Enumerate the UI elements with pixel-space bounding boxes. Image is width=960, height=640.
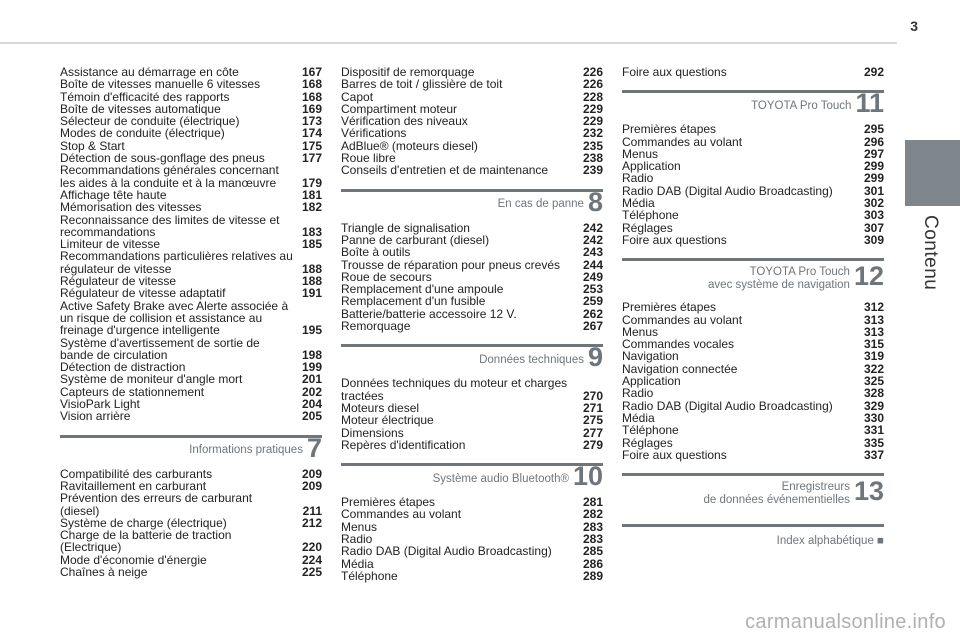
toc-entry-page: 174 xyxy=(301,126,322,141)
toc-column-2 xyxy=(341,66,603,582)
toc-entry-page: 299 xyxy=(863,171,884,186)
toc-entry-title: Application xyxy=(622,159,681,174)
toc-entry-page: 281 xyxy=(582,495,603,510)
toc-entry-title: Moteur électrique xyxy=(341,413,434,428)
section-title-line-2: avec système de navigation xyxy=(708,279,850,292)
toc-entry-page: 302 xyxy=(863,196,884,211)
toc-entry-page: 191 xyxy=(301,286,322,301)
section-title-line-2: de données événementielles xyxy=(703,494,850,507)
toc-list xyxy=(60,66,322,423)
section-heading-11 xyxy=(622,90,884,119)
toc-entry-title: Menus xyxy=(622,324,659,339)
toc-entry-title: Radio DAB (Digital Audio Broadcasting) xyxy=(341,544,552,559)
toc-entry-title: AdBlue® (moteurs diesel) xyxy=(341,138,478,153)
toc-entry[interactable] xyxy=(622,136,884,148)
toc-entry-page: 325 xyxy=(863,374,884,389)
toc-entry[interactable] xyxy=(341,427,603,439)
toc-entry[interactable] xyxy=(60,492,322,517)
toc-entry-page: 181 xyxy=(301,187,322,202)
toc-entry-title: VisioPark Light xyxy=(60,397,140,412)
toc-entry-page: 259 xyxy=(582,294,603,309)
toc-entry-title: Menus xyxy=(341,519,378,534)
toc-entry-title: Boîte de vitesses manuelle 6 vitesses xyxy=(60,77,261,92)
toc-entry-page: 289 xyxy=(582,568,603,583)
toc-entry-title: Système de charge (électrique) xyxy=(60,515,227,530)
toc-entry-page: 244 xyxy=(582,257,603,272)
toc-entry-title: Média xyxy=(341,556,374,571)
toc-entry[interactable] xyxy=(622,424,884,436)
section-tab-marker xyxy=(905,140,960,206)
toc-entry-page: 295 xyxy=(863,122,884,137)
toc-list xyxy=(341,496,603,582)
toc-entry[interactable] xyxy=(341,439,603,451)
side-tab-label xyxy=(905,215,960,315)
toc-entry-title: Remplacement d'un fusible xyxy=(341,294,486,309)
toc-entry-title: Conseils d'entretien et de maintenance xyxy=(341,163,549,178)
toc-entry-title: Dispositif de remorquage xyxy=(341,65,475,79)
toc-entry[interactable] xyxy=(341,246,603,258)
section-heading-10 xyxy=(341,463,603,492)
toc-entry[interactable] xyxy=(622,66,884,78)
toc-entry-page: 198 xyxy=(301,347,322,362)
watermark: carmanualsonline.info xyxy=(745,611,946,633)
toc-entry-title: Remorquage xyxy=(341,319,411,334)
toc-entry-page: 253 xyxy=(582,282,603,297)
toc-entry[interactable] xyxy=(341,570,603,582)
toc-entry-title: Compatibilité des carburants xyxy=(60,466,213,481)
index-link[interactable] xyxy=(622,524,884,547)
toc-entry-title: Navigation xyxy=(622,349,679,364)
toc-entry[interactable] xyxy=(622,172,884,184)
toc-entry-title: Mode d'économie d'énergie xyxy=(60,552,207,567)
toc-entry[interactable] xyxy=(341,259,603,271)
toc-entry-page: 199 xyxy=(301,360,322,375)
toc-entry-title: Foire aux questions xyxy=(622,65,727,79)
section-heading-13 xyxy=(622,473,884,512)
toc-entry-page: 267 xyxy=(582,319,603,334)
toc-entry[interactable] xyxy=(622,449,884,461)
toc-entry-title: Affichage tête haute xyxy=(60,187,167,202)
toc-entry-title: Capteurs de stationnement xyxy=(60,384,205,399)
toc-entry-page: 275 xyxy=(582,413,603,428)
toc-entry[interactable] xyxy=(60,410,322,422)
toc-entry-page: 229 xyxy=(582,101,603,116)
toc-entry-title: Roue de secours xyxy=(341,269,432,284)
toc-entry[interactable] xyxy=(341,414,603,426)
toc-entry-page: 226 xyxy=(582,65,603,79)
toc-entry-page: 209 xyxy=(301,478,322,493)
toc-entry-page: 182 xyxy=(301,200,322,215)
toc-entry-title: Barres de toit / glissière de toit xyxy=(341,77,503,92)
toc-entry-page: 285 xyxy=(582,544,603,559)
toc-entry[interactable] xyxy=(622,314,884,326)
toc-entry-title: Prévention des erreurs de carburant (diesel) xyxy=(60,491,253,518)
toc-entry-title: Foire aux questions xyxy=(622,447,727,462)
toc-entry-page: 283 xyxy=(582,532,603,547)
toc-entry-page: 322 xyxy=(863,361,884,376)
toc-entry[interactable] xyxy=(60,78,322,90)
toc-entry-page: 226 xyxy=(582,77,603,92)
toc-entry[interactable] xyxy=(60,127,322,139)
toc-entry-title: Boîte à outils xyxy=(341,245,411,260)
toc-entry[interactable] xyxy=(60,214,322,239)
toc-entry-title: Premières étapes xyxy=(341,495,436,510)
toc-entry-title: Régulateur de vitesse adaptatif xyxy=(60,286,226,301)
toc-entry-page: 188 xyxy=(301,261,322,276)
toc-entry[interactable] xyxy=(341,545,603,557)
section-heading-12 xyxy=(622,258,884,297)
toc-entry-title: Média xyxy=(622,196,655,211)
toc-entry[interactable] xyxy=(341,295,603,307)
toc-entry[interactable] xyxy=(622,234,884,246)
toc-list xyxy=(341,222,603,333)
toc-entry[interactable] xyxy=(622,400,884,412)
square-icon: ■ xyxy=(877,535,884,548)
toc-entry[interactable] xyxy=(60,373,322,385)
section-number: 8 xyxy=(587,186,603,217)
toc-entry-page: 201 xyxy=(301,372,322,387)
toc-entry-title: Foire aux questions xyxy=(622,232,727,247)
toc-entry-title: Trousse de réparation pour pneus crevés xyxy=(341,257,561,272)
toc-entry-page: 286 xyxy=(582,556,603,571)
toc-entry-title: Vérification des niveaux xyxy=(341,114,468,129)
toc-entry[interactable] xyxy=(60,287,322,299)
toc-entry[interactable] xyxy=(622,387,884,399)
toc-entry-page: 337 xyxy=(863,447,884,462)
section-title xyxy=(708,266,854,292)
toc-entry-title: Dimensions xyxy=(341,425,404,440)
index-label: Index alphabétique xyxy=(776,535,874,548)
toc-entry-page: 301 xyxy=(863,183,884,198)
section-heading-8 xyxy=(341,186,603,218)
section-number: 12 xyxy=(853,261,884,292)
toc-list xyxy=(341,66,603,177)
toc-entry-title: Détection de distraction xyxy=(60,360,186,375)
toc-entry-title: Commandes au volant xyxy=(341,507,462,522)
toc-entry[interactable] xyxy=(622,123,884,135)
section-number: 10 xyxy=(572,461,603,492)
toc-entry-page: 188 xyxy=(301,274,322,289)
toc-list xyxy=(622,123,884,246)
toc-entry-page: 242 xyxy=(582,220,603,235)
section-number: 7 xyxy=(306,432,322,463)
toc-entry-page: 249 xyxy=(582,269,603,284)
toc-entry[interactable] xyxy=(622,301,884,313)
toc-entry[interactable] xyxy=(341,78,603,90)
toc-entry-title: Sélecteur de conduite (électrique) xyxy=(60,114,240,129)
toc-list xyxy=(622,301,884,461)
section-title-line-1: TOYOTA Pro Touch xyxy=(749,266,850,279)
toc-entry-title: Radio xyxy=(622,171,654,186)
toc-entry-title: Premières étapes xyxy=(622,300,717,315)
toc-entry-title: Premières étapes xyxy=(622,122,717,137)
toc-list xyxy=(622,66,884,78)
section-title: Système audio Bluetooth® xyxy=(432,472,569,485)
toc-entry-title: Réglages xyxy=(622,435,673,450)
toc-entry-page: 169 xyxy=(301,101,322,116)
toc-entry-title: Boîte de vitesses automatique xyxy=(60,101,221,116)
toc-entry-title: Modes de conduite (électrique) xyxy=(60,126,225,141)
toc-entry-title: Recommandations particulières relatives au régulateur de vitesse xyxy=(60,249,293,276)
toc-entry-title: Roue libre xyxy=(341,151,396,166)
toc-entry-page: 243 xyxy=(582,245,603,260)
toc-entry-page: 235 xyxy=(582,138,603,153)
toc-entry-page: 168 xyxy=(301,89,322,104)
toc-entry-page: 205 xyxy=(301,409,322,424)
section-title: Données techniques xyxy=(479,353,584,366)
toc-entry-page: 307 xyxy=(863,220,884,235)
section-number: 11 xyxy=(855,88,884,119)
toc-entry-page: 228 xyxy=(582,89,603,104)
toc-entry-title: Remplacement d'une ampoule xyxy=(341,282,504,297)
toc-entry[interactable] xyxy=(341,320,603,332)
toc-entry-title: Panne de carburant (diesel) xyxy=(341,232,490,247)
toc-entry-title: Navigation connectée xyxy=(622,361,738,376)
toc-entry[interactable] xyxy=(60,337,322,362)
toc-entry-page: 185 xyxy=(301,237,322,252)
section-number: 13 xyxy=(853,476,884,507)
top-rule xyxy=(0,42,897,44)
section-number: 9 xyxy=(587,342,603,373)
toc-entry-title: Réglages xyxy=(622,220,673,235)
toc-entry-page: 296 xyxy=(863,134,884,149)
toc-entry[interactable] xyxy=(60,201,322,213)
toc-entry-page: 292 xyxy=(863,65,884,79)
toc-entry-page: 330 xyxy=(863,410,884,425)
toc-entry-title: Commandes au volant xyxy=(622,312,743,327)
section-title: Informations pratiques xyxy=(189,444,303,457)
toc-entry-page: 299 xyxy=(863,159,884,174)
toc-entry-title: Téléphone xyxy=(341,568,398,583)
section-title xyxy=(704,481,854,507)
toc-entry-title: Compartiment moteur xyxy=(341,101,458,116)
toc-entry-title: Triangle de signalisation xyxy=(341,220,470,235)
toc-entry-page: 262 xyxy=(582,306,603,321)
toc-entry-page: 312 xyxy=(863,300,884,315)
page-number: 3 xyxy=(910,18,918,34)
toc-entry-page: 225 xyxy=(301,564,322,579)
toc-entry-title: Ravitaillement en carburant xyxy=(60,478,207,493)
toc-entry-page: 303 xyxy=(863,208,884,223)
toc-entry-page: 329 xyxy=(863,398,884,413)
toc-entry-page: 229 xyxy=(582,114,603,129)
toc-entry[interactable] xyxy=(622,209,884,221)
toc-entry-title: Radio DAB (Digital Audio Broadcasting) xyxy=(622,398,833,413)
toc-entry[interactable] xyxy=(60,566,322,578)
toc-entry-title: Vérifications xyxy=(341,126,407,141)
toc-entry-title: Radio xyxy=(622,386,654,401)
toc-entry-page: 202 xyxy=(301,384,322,399)
toc-entry-title: Vision arrière xyxy=(60,409,131,424)
toc-entry-title: Moteurs diesel xyxy=(341,400,420,415)
toc-entry[interactable] xyxy=(341,127,603,139)
toc-entry[interactable] xyxy=(60,529,322,554)
section-heading-9 xyxy=(341,344,603,373)
toc-entry-title: Mémorisation des vitesses xyxy=(60,200,202,215)
toc-column-3 xyxy=(622,66,884,547)
toc-entry-page: 315 xyxy=(863,337,884,352)
toc-entry-title: Détection de sous-gonflage des pneus xyxy=(60,151,265,166)
toc-list xyxy=(60,468,322,579)
toc-entry-page: 239 xyxy=(582,163,603,178)
toc-entry-page: 270 xyxy=(582,388,603,403)
toc-entry-page: 175 xyxy=(301,138,322,153)
toc-entry-title: Téléphone xyxy=(622,423,679,438)
toc-entry-title: Système de moniteur d'angle mort xyxy=(60,372,243,387)
toc-entry[interactable] xyxy=(60,164,322,189)
toc-entry-page: 212 xyxy=(301,515,322,530)
toc-entry-title: Téléphone xyxy=(622,208,679,223)
toc-entry-page: 168 xyxy=(301,77,322,92)
toc-list xyxy=(341,377,603,451)
toc-entry-title: Données techniques du moteur et charges tractées xyxy=(341,376,568,403)
toc-entry-page: 238 xyxy=(582,151,603,166)
toc-entry-page: 177 xyxy=(301,151,322,166)
toc-entry-title: Média xyxy=(622,410,655,425)
toc-entry-title: Assistance au démarrage en côte xyxy=(60,65,239,79)
toc-entry-title: Radio DAB (Digital Audio Broadcasting) xyxy=(622,183,833,198)
toc-entry-title: Commandes vocales xyxy=(622,337,735,352)
toc-entry[interactable] xyxy=(60,300,322,337)
toc-entry-page: 232 xyxy=(582,126,603,141)
toc-entry[interactable] xyxy=(341,164,603,176)
toc-entry-page: 319 xyxy=(863,349,884,364)
section-title: En cas de panne xyxy=(497,198,584,211)
toc-entry-page: 183 xyxy=(301,224,322,239)
toc-entry[interactable] xyxy=(341,377,603,402)
toc-entry[interactable] xyxy=(622,185,884,197)
toc-entry-title: Chaînes à neige xyxy=(60,564,148,579)
toc-entry-page: 297 xyxy=(863,146,884,161)
toc-entry-page: 209 xyxy=(301,466,322,481)
toc-entry-page: 220 xyxy=(301,540,322,555)
toc-entry[interactable] xyxy=(60,250,322,275)
toc-entry[interactable] xyxy=(622,375,884,387)
toc-entry-page: 211 xyxy=(302,503,322,518)
toc-entry-title: Radio xyxy=(341,532,373,547)
toc-entry-title: Recommandations générales concernant les aides à la conduite et à la manœuvre xyxy=(60,163,279,190)
toc-entry-title: Charge de la batterie de traction (Electrique) xyxy=(60,528,232,555)
toc-entry-page: 224 xyxy=(301,552,322,567)
toc-entry-page: 335 xyxy=(863,435,884,450)
toc-entry-page: 242 xyxy=(582,232,603,247)
section-heading-7 xyxy=(60,432,322,464)
toc-entry[interactable] xyxy=(622,350,884,362)
toc-entry-page: 173 xyxy=(301,114,322,129)
toc-column-1 xyxy=(60,66,322,578)
toc-entry[interactable] xyxy=(622,160,884,172)
toc-entry-page: 277 xyxy=(582,425,603,440)
toc-entry-title: Reconnaissance des limites de vitesse et recommandations xyxy=(60,212,280,239)
toc-entry[interactable] xyxy=(341,521,603,533)
toc-entry-title: Système d'avertissement de sortie de bande de circulation xyxy=(60,335,260,362)
side-tab-text: Contenu xyxy=(920,215,941,291)
section-title-line-1: Enregistreurs xyxy=(781,481,850,494)
toc-entry[interactable] xyxy=(341,508,603,520)
toc-entry-page: 271 xyxy=(582,400,603,415)
toc-entry-title: Menus xyxy=(622,146,659,161)
toc-entry-title: Active Safety Brake avec Alerte associée à un risque de collision et assistance au freinage d'urgence intelligente xyxy=(60,298,289,338)
toc-entry-title: Capot xyxy=(341,89,374,104)
toc-entry-title: Batterie/batterie accessoire 12 V. xyxy=(341,306,517,321)
toc-entry-page: 331 xyxy=(863,423,884,438)
toc-entry-page: 309 xyxy=(863,232,884,247)
toc-entry[interactable] xyxy=(622,437,884,449)
toc-entry-title: Repères d'identification xyxy=(341,437,466,452)
toc-entry-page: 179 xyxy=(301,175,322,190)
toc-entry-title: Application xyxy=(622,374,681,389)
toc-entry-title: Commandes au volant xyxy=(622,134,743,149)
toc-entry-title: Témoin d'efficacité des rapports xyxy=(60,89,230,104)
toc-entry-page: 328 xyxy=(863,386,884,401)
toc-entry-title: Stop & Start xyxy=(60,138,125,153)
toc-entry-page: 282 xyxy=(582,507,603,522)
toc-entry-title: Régulateur de vitesse xyxy=(60,274,177,289)
toc-entry-page: 167 xyxy=(301,65,322,79)
toc-entry-title: Limiteur de vitesse xyxy=(60,237,161,252)
toc-entry-page: 313 xyxy=(863,312,884,327)
toc-entry-page: 279 xyxy=(582,437,603,452)
toc-entry-page: 204 xyxy=(301,397,322,412)
section-title: TOYOTA Pro Touch xyxy=(751,99,852,112)
toc-entry-page: 195 xyxy=(301,323,322,338)
toc-entry-page: 283 xyxy=(582,519,603,534)
toc-entry-page: 313 xyxy=(863,324,884,339)
